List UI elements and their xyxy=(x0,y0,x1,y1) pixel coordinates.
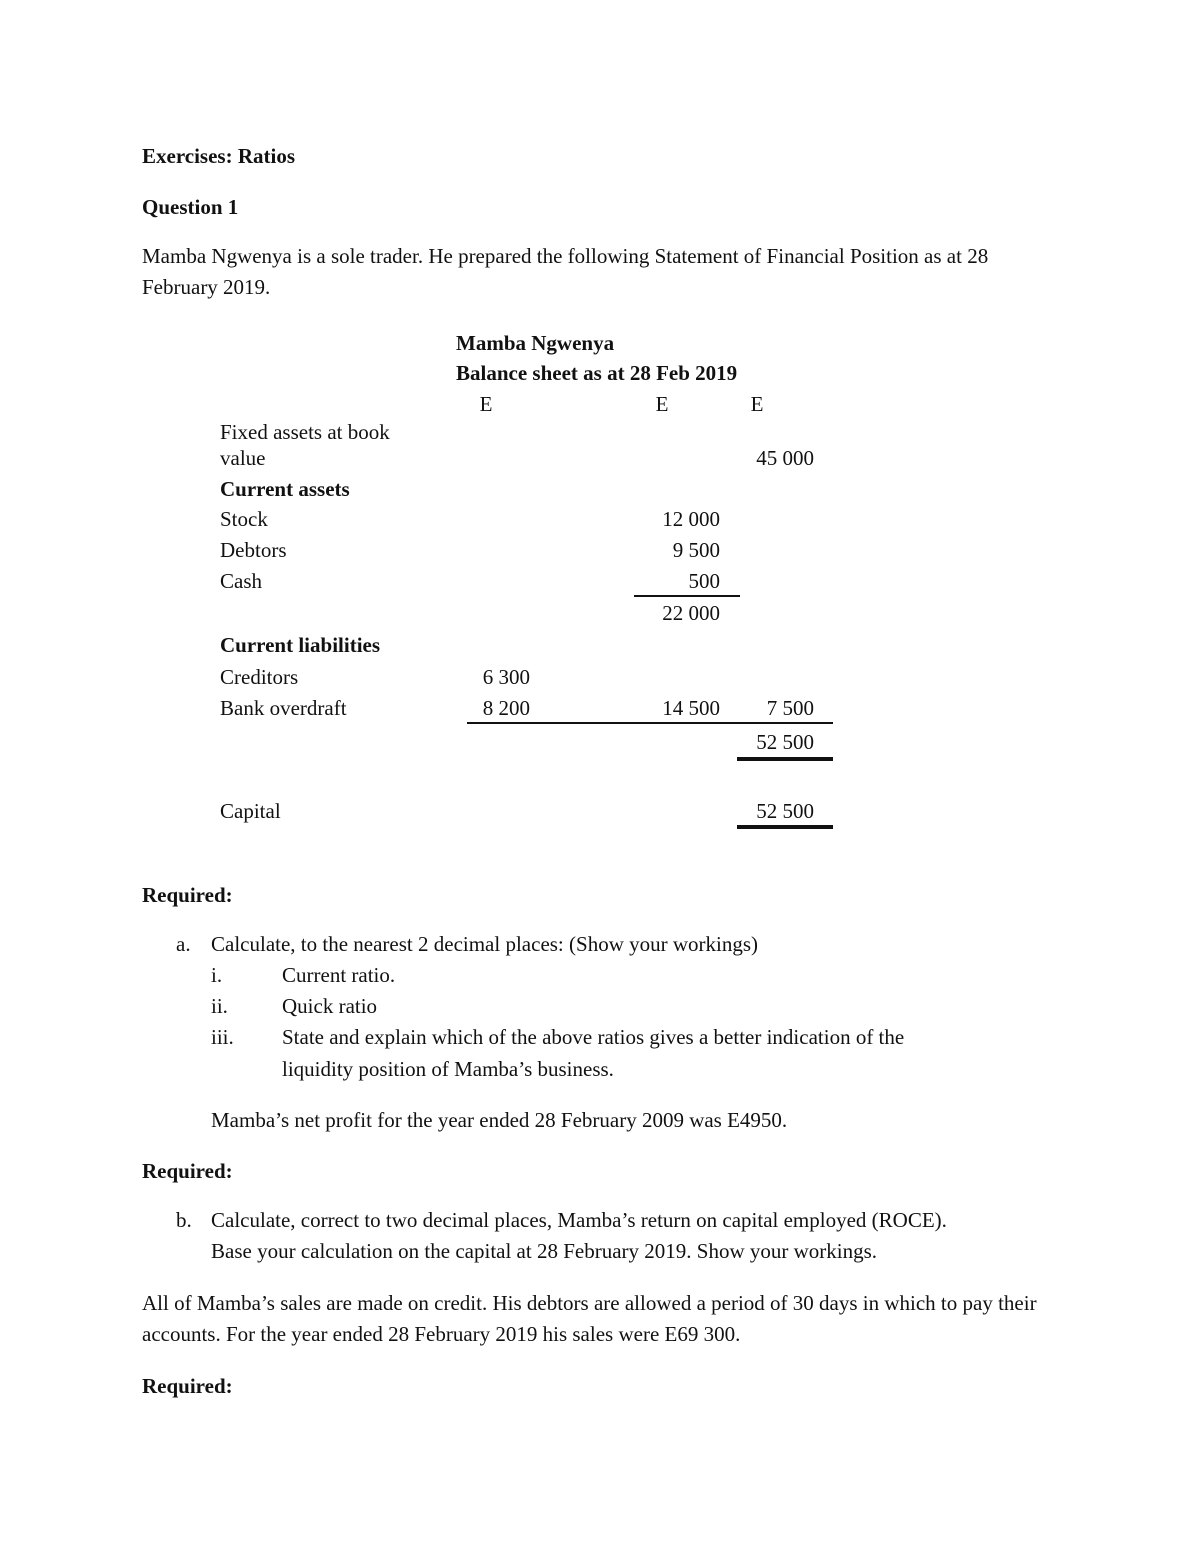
net-assets-double-rule xyxy=(737,757,833,761)
required-heading-1: Required: xyxy=(142,883,233,907)
required-heading-3: Required: xyxy=(142,1374,233,1398)
cash-value: 500 xyxy=(688,569,720,593)
part-a-text: Calculate, to the nearest 2 decimal places: (Show your workings) xyxy=(211,932,759,956)
required-heading-2: Required: xyxy=(142,1159,233,1183)
net-assets-total: 52 500 xyxy=(756,730,814,754)
capital-label: Capital xyxy=(220,799,281,823)
part-a-item-2-text: Quick ratio xyxy=(282,994,378,1018)
intro-paragraph: Mamba Ngwenya is a sole trader. He prepared the following Statement of Financial Position as at 28 February 2019. xyxy=(142,244,989,299)
part-b-text-line1: Calculate, correct to two decimal places, Mamba’s return on capital employed (ROCE). xyxy=(211,1208,947,1232)
debtors-value: 9 500 xyxy=(672,538,720,562)
part-a-item-2-marker: ii. xyxy=(211,994,228,1018)
part-a-item-1-marker: i. xyxy=(211,963,223,987)
current-assets-heading: Current assets xyxy=(220,477,350,501)
current-assets-total: 22 000 xyxy=(662,601,720,625)
part-b-text-line2: Base your calculation on the capital at 28 February 2019. Show your workings. xyxy=(211,1239,878,1263)
debtors-label: Debtors xyxy=(220,538,287,562)
overdraft-label: Bank overdraft xyxy=(220,696,347,720)
balance-sheet-name: Mamba Ngwenya xyxy=(456,331,615,355)
overdraft-value: 8 200 xyxy=(482,696,530,720)
part-a-item-3-text-line1: State and explain which of the above ratios gives a better indication of the xyxy=(282,1025,905,1049)
question-heading: Question 1 xyxy=(142,195,239,219)
document-title: Exercises: Ratios xyxy=(142,144,295,168)
part-a-item-3-marker: iii. xyxy=(211,1025,234,1049)
currency-header-col3: E xyxy=(750,392,764,416)
part-b-marker: b. xyxy=(176,1208,192,1232)
current-assets-subtotal-rule xyxy=(634,595,740,597)
current-liabilities-heading: Current liabilities xyxy=(220,633,381,657)
capital-double-rule xyxy=(737,825,833,829)
fixed-assets-label-line1: Fixed assets at book xyxy=(220,420,390,444)
creditors-label: Creditors xyxy=(220,665,299,689)
part-a-item-3-text-line2: liquidity position of Mamba’s business. xyxy=(282,1057,614,1081)
stock-label: Stock xyxy=(220,507,268,531)
fixed-assets-value: 45 000 xyxy=(756,446,814,470)
capital-value: 52 500 xyxy=(756,799,814,823)
creditors-value: 6 300 xyxy=(482,665,530,689)
part-a-marker: a. xyxy=(176,932,191,956)
balance-sheet-subtitle: Balance sheet as at 28 Feb 2019 xyxy=(456,361,738,385)
net-profit-text: Mamba’s net profit for the year ended 28 February 2009 was E4950. xyxy=(211,1108,788,1132)
stock-value: 12 000 xyxy=(662,507,720,531)
liabilities-total-rule xyxy=(467,722,833,724)
cash-label: Cash xyxy=(220,569,262,593)
part-a-item-1-text: Current ratio. xyxy=(282,963,396,987)
currency-header-col1: E xyxy=(479,392,493,416)
sales-paragraph: All of Mamba’s sales are made on credit. His debtors are allowed a period of 30 days in which to pay their accounts. For the year ended 28 February 2019 his sales were E69 300. xyxy=(142,1291,1037,1346)
currency-header-col2: E xyxy=(655,392,669,416)
working-capital-value: 7 500 xyxy=(766,696,814,720)
current-liabilities-total: 14 500 xyxy=(662,696,720,720)
fixed-assets-label-line2: value xyxy=(220,446,266,470)
